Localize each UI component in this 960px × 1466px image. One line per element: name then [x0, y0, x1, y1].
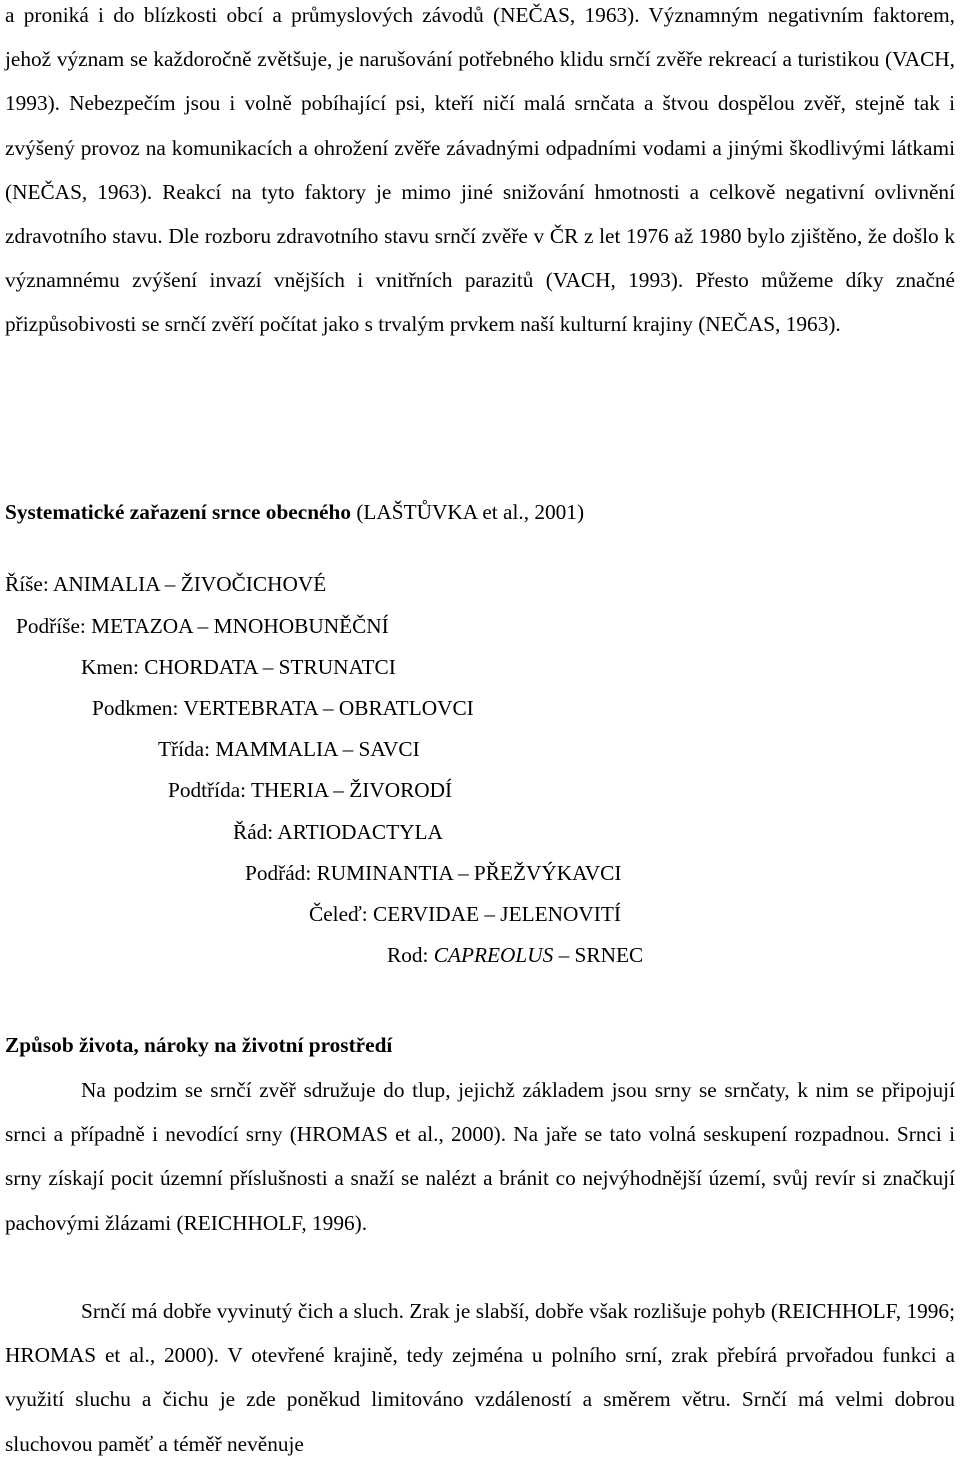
taxonomy-row [168, 777, 452, 803]
taxonomy-name: CHORDATA – STRUNATCI [144, 655, 396, 679]
taxonomy-rank: Podtřída: [168, 778, 252, 802]
taxonomy-name: METAZOA – MNOHOBUNĚČNÍ [91, 614, 389, 638]
taxonomy-row [245, 860, 621, 886]
taxonomy-heading-title: Systematické zařazení srnce obecného [5, 500, 351, 524]
taxonomy-row [16, 613, 389, 639]
paragraph-section2-2: Srnčí má dobře vyvinutý čich a sluch. Zrak je slabší, dobře však rozlišuje pohyb (REICHHOLF, 1996; HROMAS et al., 2000). V otevřené krajině, tedy zejména u polního srní, zrak přebírá prvořadou funkci a využití sluchu a čichu je zde poněkud limitováno vzdáleností a směrem větru. Srnčí má velmi dobrou sluchovou paměť a téměř nevěnuje [5, 1299, 955, 1456]
taxonomy-name: – SRNEC [553, 943, 644, 967]
taxonomy-row [5, 571, 326, 597]
taxonomy-rank: Podříše: [16, 614, 92, 638]
taxonomy-rank: Třída: [158, 737, 216, 761]
taxonomy-rank: Řád: [233, 820, 278, 844]
section-heading-text: Způsob života, nároky na životní prostředí [5, 1033, 393, 1057]
taxonomy-rank: Čeleď: [309, 902, 374, 926]
taxonomy-rank: Kmen: [81, 655, 145, 679]
taxonomy-heading [5, 497, 584, 527]
paragraph-section2-1: Na podzim se srnčí zvěř sdružuje do tlup, jejichž základem jsou srny se srnčaty, k nim se připojují srnci a případně i nevodící srny (HROMAS et al., 2000). Na jaře se tato volná seskupení rozpadnou. Srnci i srny získají pocit územní příslušnosti a snaží se nalézt a bránit co nejvýhodnější území, svůj revír si značkují pachovými žlázami (REICHHOLF, 1996). [5, 1078, 955, 1235]
taxonomy-row [158, 736, 420, 762]
taxonomy-rank: Rod: [387, 943, 434, 967]
taxonomy-genus-italic: CAPREOLUS [433, 943, 554, 967]
taxonomy-rank: Podřád: [245, 861, 317, 885]
taxonomy-name: ARTIODACTYLA [277, 820, 443, 844]
taxonomy-row [309, 901, 621, 927]
taxonomy-name: ANIMALIA – ŽIVOČICHOVÉ [52, 572, 327, 596]
taxonomy-row [387, 942, 643, 968]
taxonomy-name: CERVIDAE – JELENOVITÍ [373, 902, 621, 926]
taxonomy-heading-citation: (LAŠTŮVKA et al., 2001) [351, 500, 585, 524]
taxonomy-row [92, 695, 474, 721]
paragraph-intro: a proniká i do blízkosti obcí a průmyslových závodů (NEČAS, 1963). Významným negativním faktorem, jehož význam se každoročně zvětšuje, je narušování potřebného klidu srnčí zvěře rekreací a turistikou (VACH, 1993). Nebezpečím jsou i volně pobíhající psi, kteří ničí malá srnčata a štvou dospělou zvěř, stejně tak i zvýšený provoz na komunikacích a ohrožení zvěře závadnými odpadními vodami a jinými škodlivými látkami (NEČAS, 1963). Reakcí na tyto faktory je mimo jiné snižování hmotnosti a celkově negativní ovlivnění zdravotního stavu. Dle rozboru zdravotního stavu srnčí zvěře v ČR z let 1976 až 1980 bylo zjištěno, že došlo k významnému zvýšení invazí vnějších i vnitřních parazitů (VACH, 1993). Přesto můžeme díky značné přizpůsobivosti se srnčí zvěří počítat jako s trvalým prvkem naší kulturní krajiny (NEČAS, 1963). [5, 3, 955, 337]
section-heading [5, 1030, 392, 1060]
taxonomy-name: MAMMALIA – SAVCI [215, 737, 420, 761]
taxonomy-row [81, 654, 396, 680]
taxonomy-name: VERTEBRATA – OBRATLOVCI [183, 696, 474, 720]
taxonomy-rank: Říše: [5, 572, 53, 596]
taxonomy-name: RUMINANTIA – PŘEŽVÝKAVCI [316, 861, 622, 885]
taxonomy-name: THERIA – ŽIVORODÍ [251, 778, 453, 802]
taxonomy-row [233, 819, 443, 845]
taxonomy-rank: Podkmen: [92, 696, 184, 720]
